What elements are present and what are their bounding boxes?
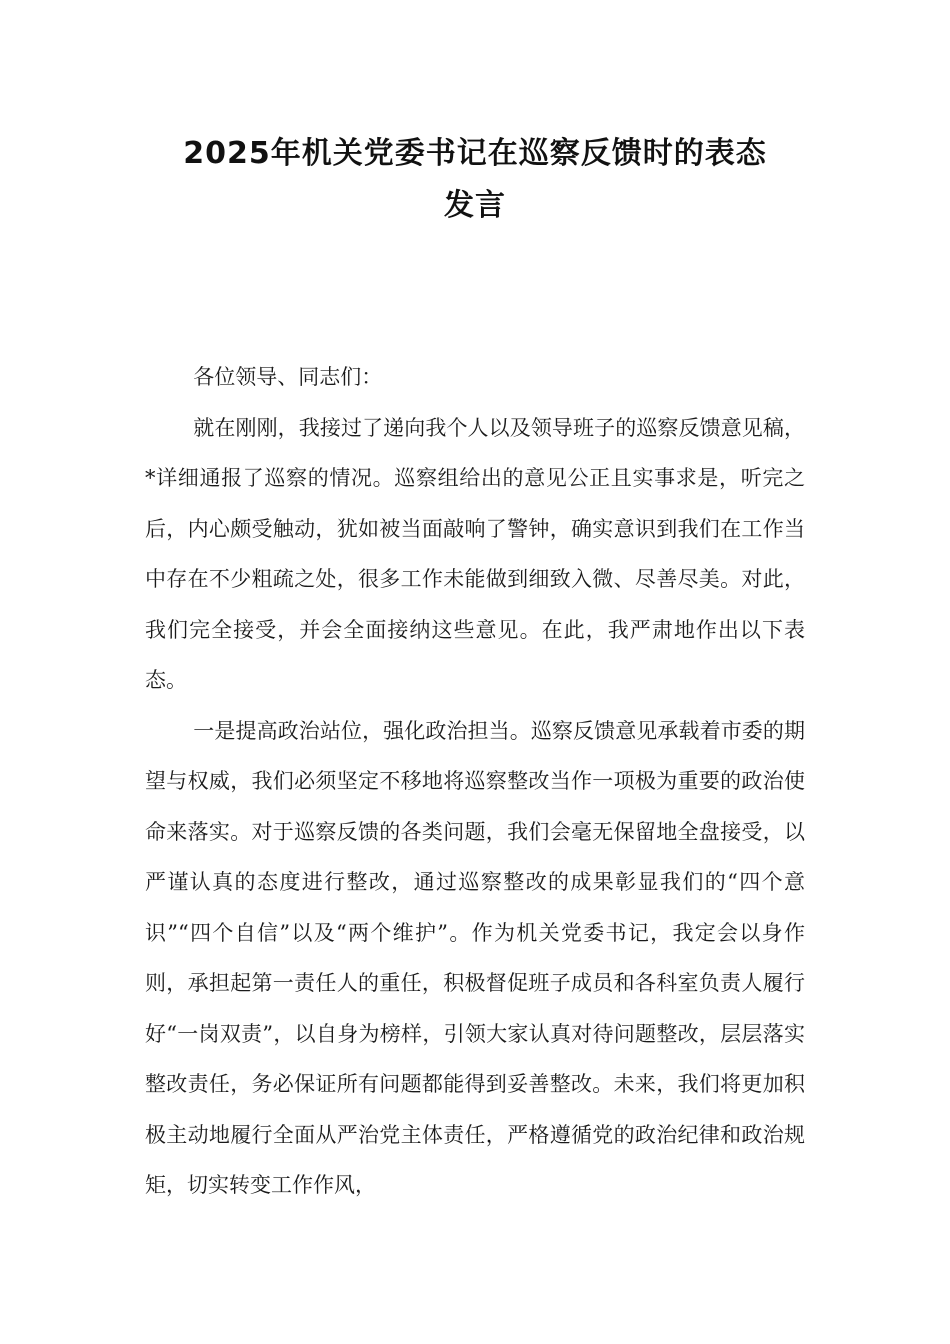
salutation: 各位领导、同志们：	[193, 365, 383, 389]
document-body	[145, 352, 805, 1211]
document-title	[140, 128, 810, 232]
title-line-2: 发言	[444, 188, 506, 223]
paragraph-intro: 就在刚刚，我接过了递向我个人以及领导班子的巡察反馈意见稿，*详细通报了巡察的情况。巡察组给出的意见公正且实事求是，听完之后，内心颇受触动，犹如被当面敲响了警钟，确实意识到我们在工作当中存在不少粗疏之处，很多工作未能做到细致入微、尽善尽美。对此，我们完全接受，并会全面接纳这些意见。在此，我严肃地作出以下表态。	[145, 415, 805, 692]
paragraph-point-one: 一是提高政治站位，强化政治担当。巡察反馈意见承载着市委的期望与权威，我们必须坚定不移地将巡察整改当作一项极为重要的政治使命来落实。对于巡察反馈的各类问题，我们会毫无保留地全盘接受，以严谨认真的态度进行整改，通过巡察整改的成果彰显我们的“四个意识”“四个自信”以及“两个维护”。作为机关党委书记，我定会以身作则，承担起第一责任人的重任，积极督促班子成员和各科室负责人履行好“一岗双责”，以自身为榜样，引领大家认真对待问题整改，层层落实整改责任，务必保证所有问题都能得到妥善整改。未来，我们将更加积极主动地履行全面从严治党主体责任，严格遵循党的政治纪律和政治规矩，切实转变工作作风，	[145, 718, 805, 1197]
title-line-1: 2025年机关党委书记在巡察反馈时的表态	[183, 136, 767, 171]
